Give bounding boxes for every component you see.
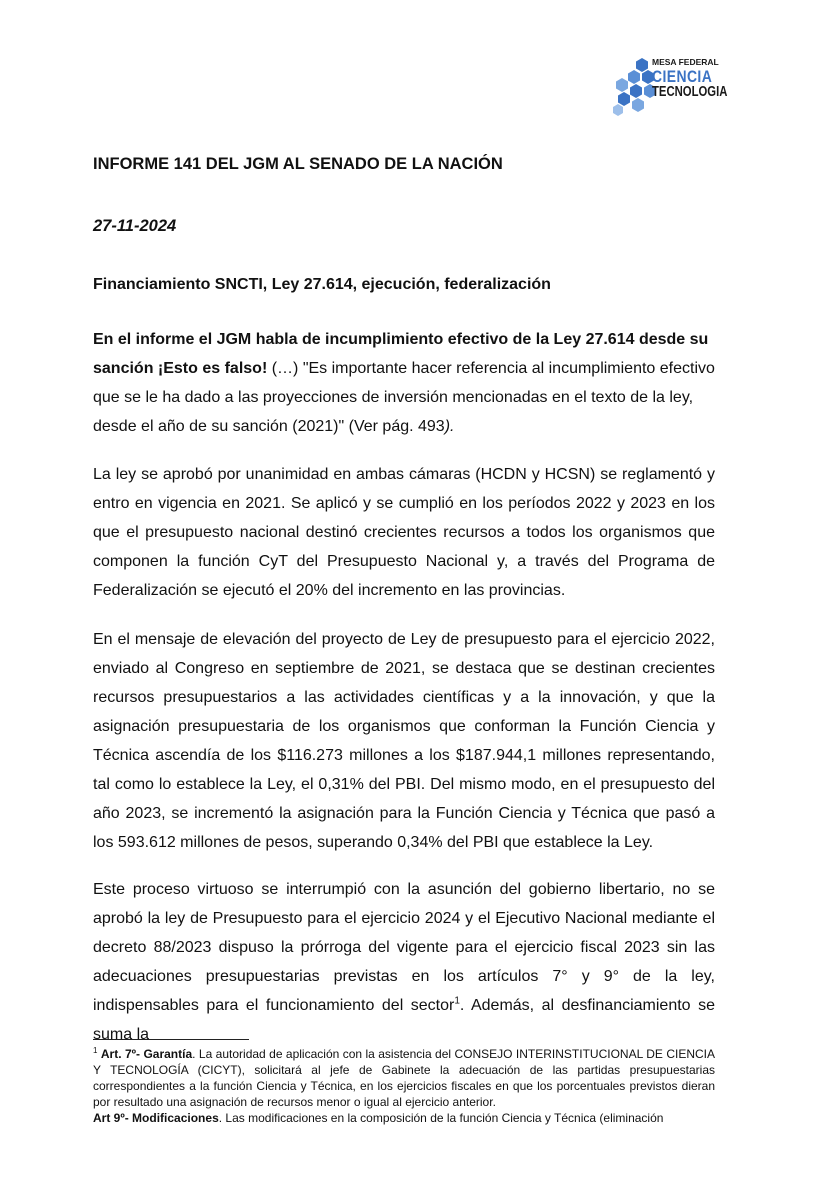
document-date: 27-11-2024 bbox=[93, 217, 177, 235]
footnote-art9-text: . Las modificaciones en la composición de la función Ciencia y Técnica (eliminación bbox=[218, 1111, 664, 1125]
footnote-art9-label: Art 9º- Modificaciones bbox=[93, 1111, 219, 1125]
document-title: INFORME 141 DEL JGM AL SENADO DE LA NACIÓN bbox=[93, 155, 503, 173]
paragraph-claim bbox=[93, 325, 715, 441]
claim-quote-end: ). bbox=[444, 418, 455, 435]
logo-line-mesa-federal: MESA FEDERAL bbox=[652, 57, 719, 67]
section-subtitle: Financiamiento SNCTI, Ley 27.614, ejecución, federalización bbox=[93, 276, 551, 293]
footnote-art7-label: Art. 7º- Garantía bbox=[100, 1047, 193, 1061]
footnote-reference[interactable]: 1 bbox=[454, 995, 460, 1007]
logo-line-ciencia: CIENCIA bbox=[652, 66, 713, 86]
logo-wordmark bbox=[652, 58, 726, 99]
footnote bbox=[93, 1046, 715, 1126]
hexagon-cluster-icon bbox=[612, 56, 656, 116]
paragraph-law-approval: La ley se aprobó por unanimidad en ambas cámaras (HCDN y HCSN) se reglamentó y entro en vigencia en 2021. Se aplicó y se cumplió en los períodos 2022 y 2023 en los que el presupuesto nacional destinó crecientes recursos a todos los organismos que componen la función CyT del Presupuesto Nacional y, a través del Programa de Federalización se ejecutó el 20% del incremento en las provincias. bbox=[93, 466, 715, 599]
interruption-text: Este proceso virtuoso se interrumpió con la asunción del gobierno libertario, no se aprobó la ley de Presupuesto para el ejercicio 2024 y el Ejecutivo Nacional mediante el decreto 88/2023 dispuso la prórroga del vigente para el ejercicio fiscal 2023 sin las adecuaciones presupuestarias previstas en los artículos 7° y 9° de la ley, indispensables para el funcionamiento del sector bbox=[93, 881, 715, 1014]
footnote-art7-text: . La autoridad de aplicación con la asistencia del CONSEJO INTERINSTITUCIONAL DE CIENCIA Y TECNOLOGÍA (CICYT), solicitará al jefe de Gabinete la adecuación de las partidas presupuestarias correspondientes a la función Ciencia y Técnica, en los ejercicios fiscales en que los porcentuales previstos dieran por resultado una asignación de recursos menor o igual al ejercicio anterior. bbox=[93, 1047, 715, 1109]
mesa-federal-logo bbox=[612, 56, 728, 116]
footnote-divider bbox=[93, 1039, 249, 1040]
claim-quote-text: (…) "Es importante hacer referencia al incumplimiento efectivo que se le ha dado a las proyecciones de inversión mencionadas en el texto de la ley, desde el año de su sanción (2021)" (Ver pág. 493 bbox=[93, 360, 715, 435]
interruption-text-end: . Además, al desfinanciamiento se suma la bbox=[93, 997, 715, 1043]
footnote-number: 1 bbox=[93, 1046, 98, 1055]
logo-line-tecnologia: TECNOLOGIA bbox=[652, 83, 728, 100]
claim-bold-text: En el informe el JGM habla de incumplimiento efectivo de la Ley 27.614 desde su sanción ¡Esto es falso! bbox=[93, 331, 709, 377]
paragraph-interruption bbox=[93, 875, 715, 1049]
paragraph-budget-message: En el mensaje de elevación del proyecto de Ley de presupuesto para el ejercicio 2022, enviado al Congreso en septiembre de 2021, se destaca que se destinan crecientes recursos presupuestarios a las actividades científicas y a la innovación, y que la asignación presupuestaria de los organismos que conforman la Función Ciencia y Técnica ascendía de los $116.273 millones a los $187.944,1 millones representando, tal como lo establece la Ley, el 0,31% del PBI. Del mismo modo, en el presupuesto del año 2023, se incrementó la asignación para la Función Ciencia y Técnica que pasó a los 593.612 millones de pesos, superando 0,34% del PBI que establece la Ley. bbox=[93, 631, 715, 851]
